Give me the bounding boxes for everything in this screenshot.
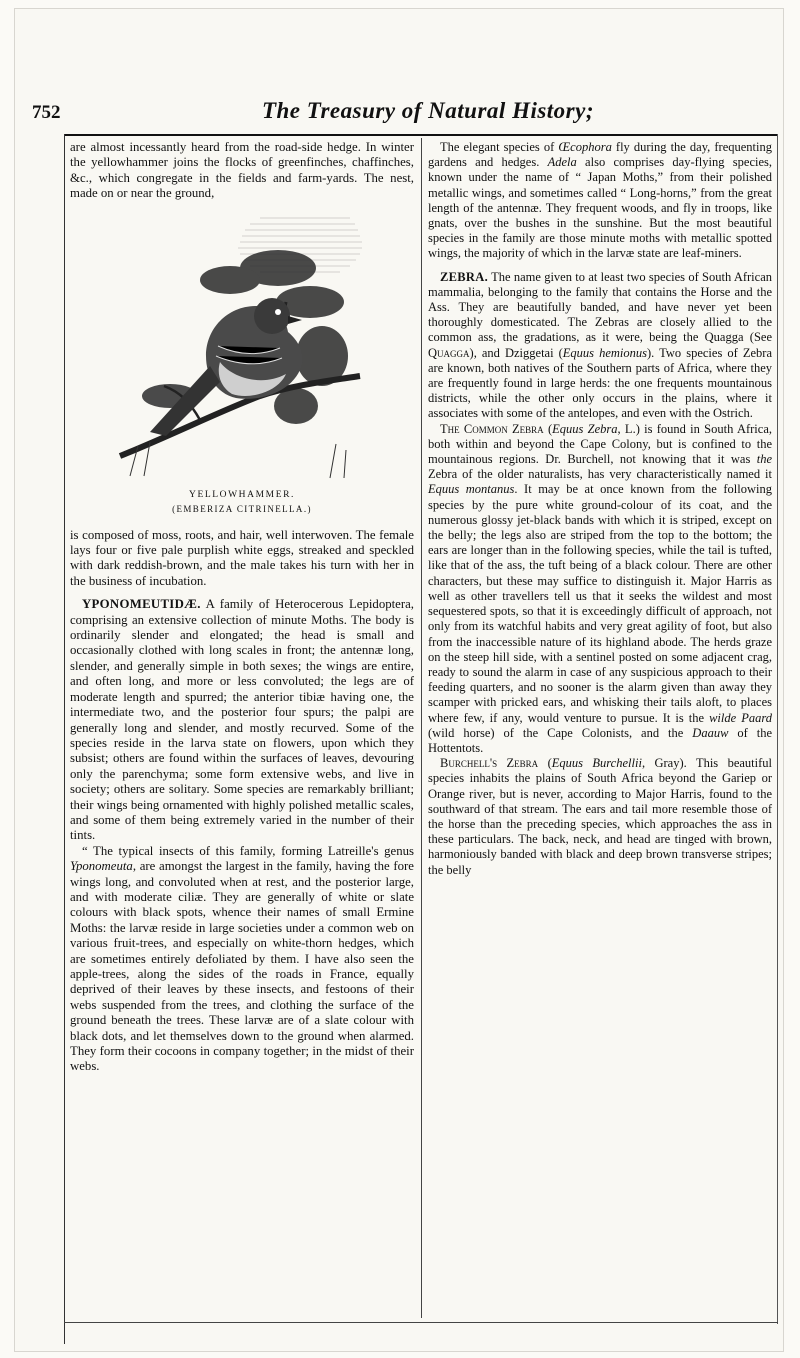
zebra-text-b: ), and Dziggetai ( [469, 345, 563, 360]
zebra-heading: ZEBRA. [440, 269, 488, 284]
common-latin: Equus Zebra [552, 421, 618, 436]
figure-caption-name: YELLOWHAMMER. [188, 489, 296, 500]
common-zebra-heading: The Common Zebra [440, 421, 544, 436]
yponomeutidae-entry [70, 597, 414, 844]
common-text-d: . It may be at once known from the following species by the pure white ground-colour of its coat, and the numerous glossy jet-black bands with which it is striped, except on the belly; the legs also are striped from the top to the bottom; the ears are longer than in the following species, while the tail is tufted, like that of the ass, the tuft being of a black colour. There are other characters, but these may suffice to distinguish it. Major Harris as well as other travellers tell us that it seeks the wildest and most sequestered spots, so that it is exceedingly difficult of approach, not only from its watchful habits and very great agility of foot, but also from the inaccessible nature of its highland abode. The herds graze on the steep hill side, with a sentinel posted on some adjacent crag, ready to sound the alarm in case of any suspicious approach to their feeding quarters, and no sooner is the alarm given than away they scamper with pricked ears, and whisking their tails aloft, to places where few, if any, would venture to pursue. It is the [428, 482, 772, 725]
typical-text-2: , are amongst the largest in the family, having the fore wings long, and convoluted when at rest, and the posterior large, and with moderate ciliæ. They are generally of white or slate colours with black spots, whence their names of small Ermine Moths: the larvæ reside in large societies under a common web on various fruit-trees, and especially on white-thorn hedges, which are sometimes entirely defoliated by them. I have also seen the apple-trees, along the sides of the roads in France, equally deprived of their leaves by these insects, and festoons of their webs suspended from the trees, and clothing the surface of the ground beneath the trees. These larvæ are of a slate colour with black dots, and let themselves down to the ground when alarmed. They form their cocoons in company together; in the midst of their webs. [70, 859, 414, 1074]
oecophora-text-b: fly during the day, frequenting gardens and hedges. [428, 140, 772, 170]
running-header [28, 98, 774, 130]
common-daauw: Daauw [692, 725, 729, 740]
common-latin-2: Equus montanus [428, 482, 515, 497]
zebra-see-quagga: Quagga [428, 345, 470, 360]
adela-genus: Adela [547, 155, 577, 170]
burchell-zebra-paragraph [428, 756, 772, 878]
common-text-a: ( [543, 421, 553, 436]
column-divider [421, 138, 422, 1318]
oecophora-text-c: also comprises day-flying species, known under the name of “ Japan Moths,” from their polished metallic wings, and sometimes called “ Long-horns,” from the great length of the antennæ. They frequent woods, and fly in troops, like gnats, over the bushes in the sunshine. But the most beautiful species in the family are those minute moths with metallic spotted wings, the majority of which in the larvæ state are leaf-miners. [428, 155, 773, 261]
typical-insects-paragraph [70, 844, 414, 1075]
figure-caption-latin: (EMBERIZA CITRINELLA.) [172, 503, 312, 514]
typical-genus: Yponomeuta [70, 859, 133, 874]
left-margin-rule [64, 134, 65, 1344]
intro-paragraph: are almost incessantly heard from the road-side hedge. In winter the yellowhammer joins the flocks of greenfinches, chaffinches, &c., which congregate in the fields and farm-yards. The nest, made on or near the ground, [70, 140, 414, 201]
oecophora-paragraph [428, 140, 772, 262]
left-column [70, 140, 414, 1075]
header-rule [64, 134, 778, 136]
right-margin-rule [777, 134, 778, 1324]
zebra-text-a: The name given to at least two species of South African mammalia, belonging to the family that contains the Horse and the Ass. They are beautifully banded, and have never yet been thoroughly domesticated. The Zebras are closely allied to the common ass, the gradations, as it were, being the Quagga (See [428, 269, 773, 345]
burchell-zebra-heading: Burchell's Zebra [440, 756, 539, 771]
common-text-b: , L.) is found in South Africa, both within and beyond the Cape Colony, but is confined to the mountainous regions. Dr. Burchell, not knowing that it was [428, 421, 772, 467]
page-number: 752 [32, 102, 61, 123]
yellowhammer-figure [70, 206, 414, 526]
common-text-f: of the Hottentots. [428, 725, 773, 755]
common-wilde-paard: wilde Paard [709, 710, 772, 725]
right-column [428, 140, 772, 878]
typical-text-1: “ The typical insects of this family, forming Latreille's genus [82, 843, 414, 858]
yponomeutidae-body: A family of Heterocerous Lepidoptera, comprising an extensive collection of minute Moths. The body is ordinarily slender and elongated; the head is small and occasionally clothed with long scales in front; the antennæ long, slender, and generally simple in both sexes; the wings are entire, and often long, and more or less convoluted; the legs are of moderate length and spurred; the anterior tibiæ having one, the intermediate two, and the posterior four spurs; the palpi are generally long and slender, and mostly recurved. Some of the species reside in the larva state on flowers, upon which they subsist; others are found within the surfaces of leaves, devouring only the parenchyma; some form extensive webs, and live in society; others are solitary. Some species are remarkably brilliant; their wings being ornamented with highly polished metallic scales, and some of them being extremely varied in the number of their tints. [70, 597, 414, 843]
common-the: the [756, 452, 772, 467]
yellowhammer-illustration [110, 206, 374, 484]
burchell-text-a: ( [538, 756, 552, 771]
running-title: The Treasury of Natural History; [261, 98, 595, 123]
oecophora-text-a: The elegant species of [440, 140, 559, 154]
after-figure-paragraph: is composed of moss, roots, and hair, well interwoven. The female lays four or five pale purplish white eggs, streaked and speckled with dark reddish-brown, and the male takes his turn with her in the business of incubation. [70, 527, 414, 588]
burchell-text-b: , Gray). This beautiful species inhabits the plains of South Africa beyond the Gariep or Orange river, but is never, according to Major Harris, found to the southward of that stream. The ears and tail more resemble those of the horse than the preceding species, which approaches the ass in these particulars. The back, neck, and head are tinged with brown, harmoniously banded with black and deep brown transverse stripes; the belly [428, 756, 773, 877]
common-zebra-paragraph [428, 422, 772, 756]
zebra-entry [428, 270, 772, 422]
oecophora-genus: Œcophora [558, 140, 612, 154]
zebra-text-c: ). Two species of Zebra are known, both natives of the Southern parts of Africa, where they are frequently found in large herds: the one frequents mountainous districts, while the other only occurs in the plains, where it associates with some of the antelopes, and even with the Ostrich. [428, 345, 772, 421]
common-text-c: Zebra of the older naturalists, has very characteristically named it [428, 467, 772, 482]
zebra-latin: Equus hemionus [562, 345, 648, 360]
burchell-latin: Equus Burchellii [551, 756, 642, 771]
yponomeutidae-heading: YPONOMEUTIDÆ. [82, 597, 201, 612]
common-text-e: (wild horse) of the Cape Colonists, and the [428, 725, 693, 740]
bottom-rule [64, 1322, 778, 1323]
